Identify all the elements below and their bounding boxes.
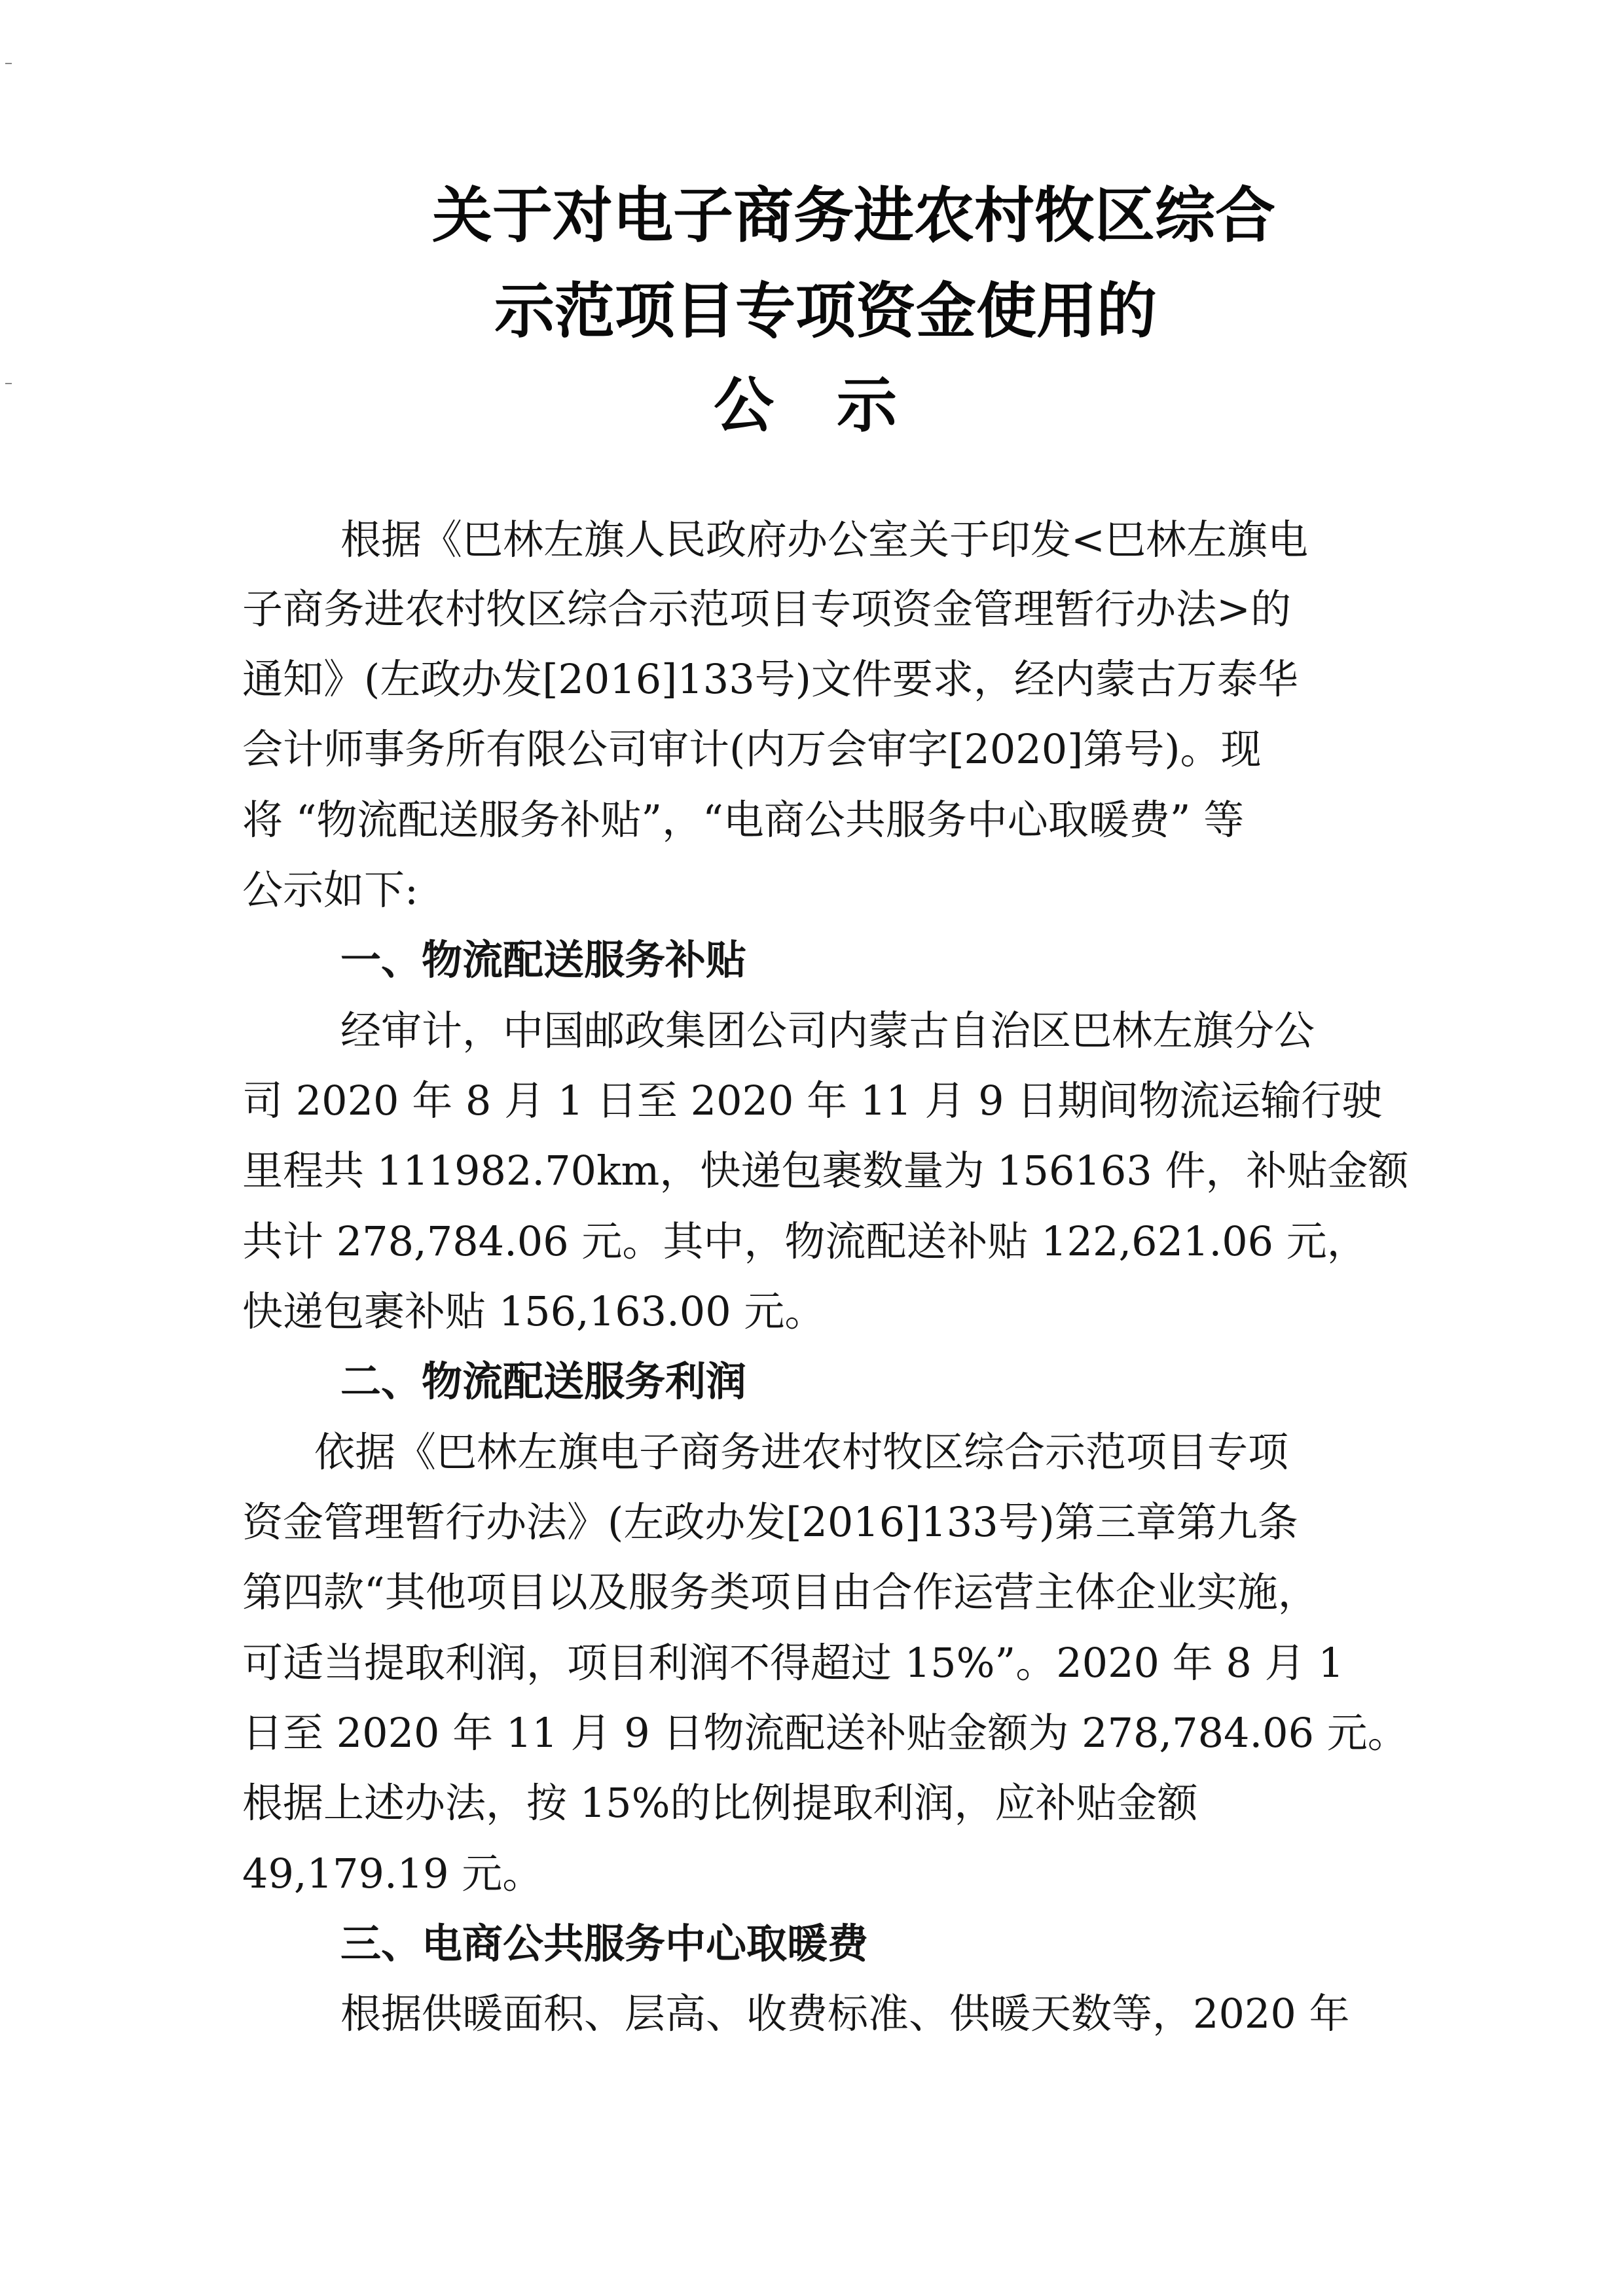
body-line: 经审计，中国邮政集团公司内蒙古自治区巴林左旗分公 xyxy=(340,1007,1315,1054)
body-line: 公示如下: xyxy=(242,866,418,914)
body-line: 依据《巴林左旗电子商务进农村牧区综合示范项目专项 xyxy=(314,1428,1289,1476)
scan-margin-mark xyxy=(5,383,12,384)
body-line: 快递包裹补贴 156,163.00 元。 xyxy=(242,1287,826,1335)
body-line: 资金管理暂行办法》(左政办发[2016]133号)第三章第九条 xyxy=(242,1498,1298,1546)
body-line: 将 “物流配送服务补贴”，“电商公共服务中心取暖费” 等 xyxy=(242,796,1245,844)
title-line-1: 关于对电子商务进农村牧区综合 xyxy=(432,181,1276,251)
body-line: 共计 278,784.06 元。其中，物流配送补贴 122,621.06 元， xyxy=(242,1217,1368,1265)
body-line: 根据《巴林左旗人民政府办公室关于印发<巴林左旗电 xyxy=(340,516,1308,564)
body-line: 里程共 111982.70km，快递包裹数量为 156163 件，补贴金额 xyxy=(242,1147,1409,1194)
title-line-2: 示范项目专项资金使用的 xyxy=(494,276,1158,346)
body-line: 会计师事务所有限公司审计(内万会审字[2020]第号)。现 xyxy=(242,725,1262,773)
body-line: 可适当提取利润，项目利润不得超过 15%”。2020 年 8 月 1 xyxy=(242,1639,1344,1687)
body-line: 日至 2020 年 11 月 9 日物流配送补贴金额为 278,784.06 元。 xyxy=(242,1709,1408,1757)
body-line: 根据上述办法，按 15%的比例提取利润，应补贴金额 xyxy=(242,1779,1198,1827)
body-line: 通知》(左政办发[2016]133号)文件要求，经内蒙古万泰华 xyxy=(242,655,1298,703)
scan-margin-mark xyxy=(5,63,12,64)
section-heading-2: 二、物流配送服务利润 xyxy=(340,1357,747,1405)
body-line: 司 2020 年 8 月 1 日至 2020 年 11 月 9 日期间物流运输行驶 xyxy=(242,1077,1383,1124)
body-line: 根据供暖面积、层高、收费标准、供暖天数等，2020 年 xyxy=(340,1990,1350,2037)
section-heading-3: 三、电商公共服务中心取暖费 xyxy=(340,1920,869,1967)
body-line: 49,179.19 元。 xyxy=(242,1850,543,1897)
title-line-3: 公示 xyxy=(714,370,960,440)
body-line: 子商务进农村牧区综合示范项目专项资金管理暂行办法>的 xyxy=(242,585,1291,633)
section-heading-1: 一、物流配送服务补贴 xyxy=(340,936,747,984)
body-line: 第四款“其他项目以及服务类项目由合作运营主体企业实施， xyxy=(242,1568,1319,1616)
